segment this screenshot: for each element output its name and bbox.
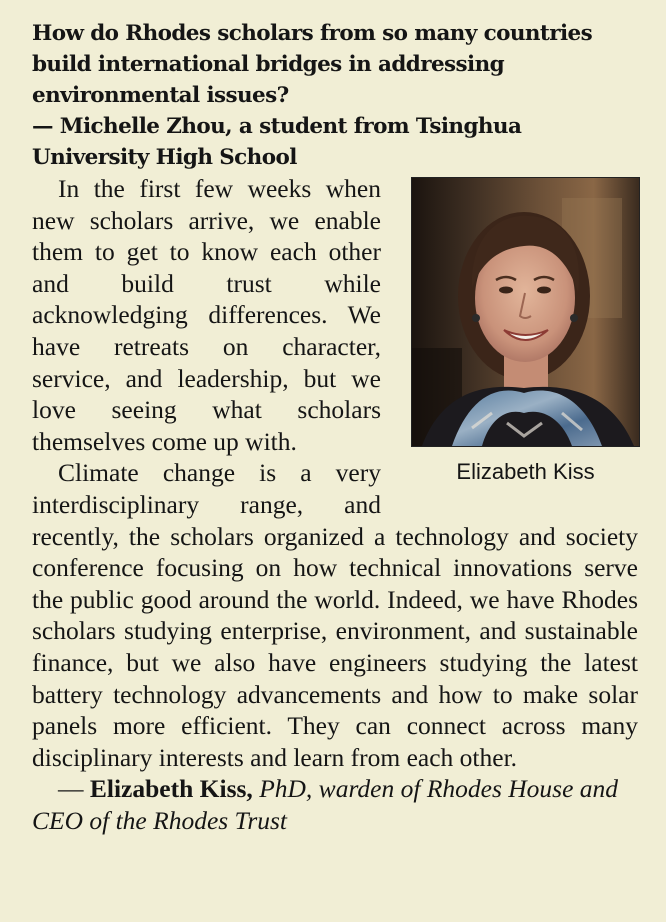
- signature-dash: —: [58, 774, 90, 804]
- question-asker: — Michelle Zhou, a student from Tsinghua University High School: [32, 114, 522, 170]
- question-text: How do Rhodes scholars from so many countries build international bridges in addressing environmental issues?: [32, 21, 593, 108]
- portrait-illustration: [412, 178, 639, 446]
- answer-paragraph-1: In the first few weeks when new scholars arrive, we enable them to get to know each other and build trust while acknowledging differences. We have retreats on character, service, and leadership, but we love seeing what scholars themselves come up with.: [32, 174, 381, 456]
- signature: [32, 773, 638, 836]
- qa-article: [32, 18, 638, 836]
- portrait-photo: [411, 177, 640, 447]
- answer-paragraph-2: Climate change is a very interdisciplinary range, and recently, the scholars organized a technology and society conference focusing on how technical innovations serve the public good around the world. Indeed, we have Rhodes scholars studying enterprise, environment, and sustainable finance, but we also have engineers studying the latest battery technology advancements and how to make solar panels more efficient. They can connect across many disciplinary interests and learn from each other.: [32, 458, 638, 772]
- photo-block: [411, 177, 640, 485]
- signature-name: Elizabeth Kiss,: [89, 774, 253, 804]
- photo-caption: Elizabeth Kiss: [456, 459, 595, 484]
- signature-title: PhD, warden of Rhodes House and CEO of the Rhodes Trust: [32, 774, 619, 835]
